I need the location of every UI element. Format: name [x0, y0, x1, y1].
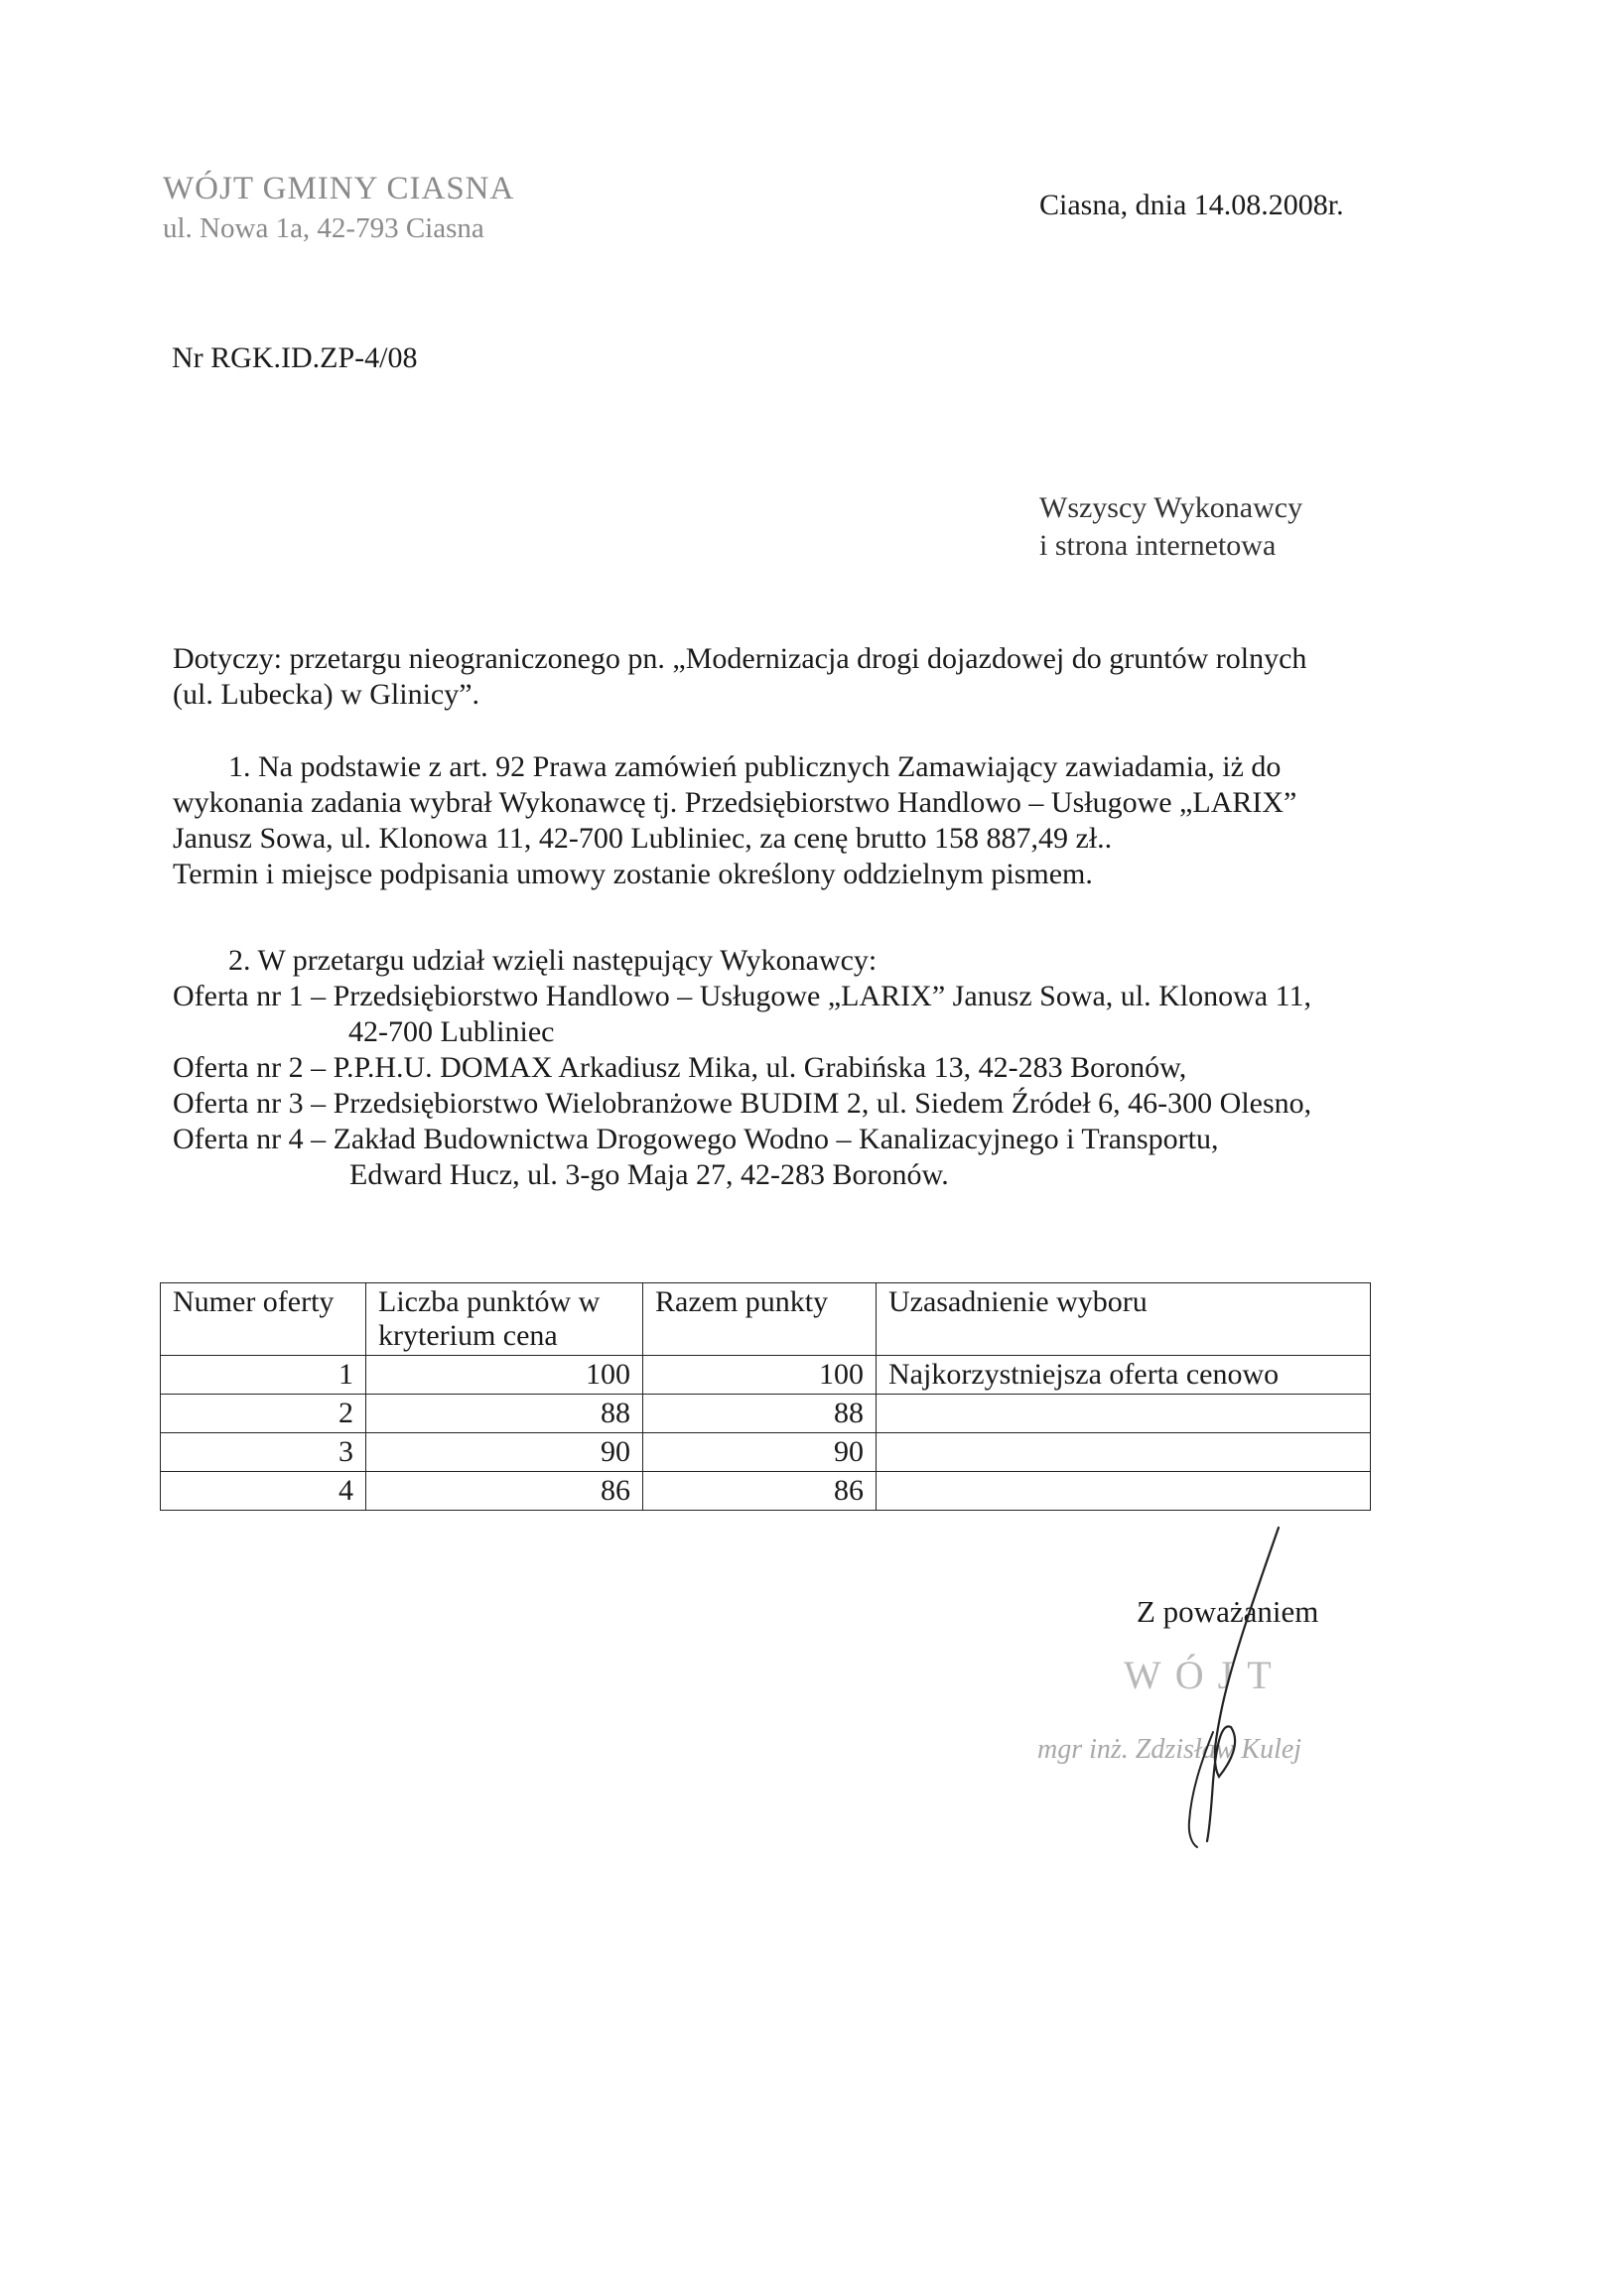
- total-points-cell: 86: [643, 1472, 877, 1511]
- justification-cell: [877, 1433, 1371, 1472]
- letterhead-title: WÓJT GMINY CIASNA: [163, 171, 515, 206]
- letter-date: Ciasna, dnia 14.08.2008r.: [1039, 189, 1344, 221]
- total-points-cell: 100: [643, 1356, 877, 1395]
- point-1-line: Termin i miejsce podpisania umowy zostanie określony oddzielnym pismem.: [173, 858, 1093, 890]
- offer-number-cell: 4: [161, 1472, 366, 1511]
- table-row: [161, 1356, 1371, 1395]
- offer-line: Oferta nr 1 – Przedsiębiorstwo Handlowo – Usługowe „LARIX” Janusz Sowa, ul. Klonowa 11,: [173, 980, 1312, 1012]
- signature-stamp-name: mgr inż. Zdzisław Kulej: [1037, 1734, 1302, 1765]
- point-1-line: Janusz Sowa, ul. Klonowa 11, 42-700 Lubliniec, za cenę brutto 158 887,49 zł..: [173, 822, 1113, 855]
- price-points-cell: 86: [366, 1472, 643, 1511]
- subject: [173, 641, 1306, 713]
- table-row: [161, 1433, 1371, 1472]
- point-1-line: wykonania zadania wybrał Wykonawcę tj. Przedsiębiorstwo Handlowo – Usługowe „LARIX”: [173, 786, 1297, 819]
- recipients: [1039, 489, 1302, 565]
- offer-line: Oferta nr 2 – P.P.H.U. DOMAX Arkadiusz Mika, ul. Grabińska 13, 42-283 Boronów,: [173, 1051, 1187, 1084]
- price-points-cell: 90: [366, 1433, 643, 1472]
- table-header-cell: Razem punkty: [643, 1283, 877, 1356]
- closing-phrase: Z poważaniem: [1137, 1594, 1319, 1629]
- signature-stroke: [1207, 1528, 1279, 1841]
- total-points-cell: 88: [643, 1395, 877, 1433]
- justification-cell: [877, 1395, 1371, 1433]
- signature-stamp-title: WÓJT: [1124, 1653, 1286, 1697]
- point-2: [173, 943, 1311, 1193]
- offer-line: 42-700 Lubliniec: [348, 1015, 555, 1048]
- point-1-line: 1. Na podstawie z art. 92 Prawa zamówień publicznych Zamawiający zawiadamia, iż do: [228, 750, 1282, 783]
- table-row: [161, 1472, 1371, 1511]
- offer-line: Oferta nr 4 – Zakład Budownictwa Drogowego Wodno – Kanalizacyjnego i Transportu,: [173, 1123, 1219, 1155]
- offer-line: Oferta nr 3 – Przedsiębiorstwo Wielobranżowe BUDIM 2, ul. Siedem Źródeł 6, 46-300 Olesno,: [173, 1087, 1312, 1120]
- subject-line: (ul. Lubecka) w Glinicy”.: [173, 678, 480, 711]
- table-header-cell: Liczba punktów w kryterium cena: [366, 1283, 643, 1356]
- recipient-line: i strona internetowa: [1039, 529, 1277, 562]
- offer-line: Edward Hucz, ul. 3-go Maja 27, 42-283 Boronów.: [349, 1158, 949, 1191]
- table-header-cell: Numer oferty: [161, 1283, 366, 1356]
- table-header-cell: Uzasadnienie wyboru: [877, 1283, 1371, 1356]
- subject-line: Dotyczy: przetargu nieograniczonego pn. „Modernizacja drogi dojazdowej do gruntów rolnych: [173, 642, 1307, 675]
- point-1: [173, 749, 1296, 892]
- recipient-line: Wszyscy Wykonawcy: [1039, 491, 1303, 524]
- point-2-intro: 2. W przetargu udział wzięli następujący Wykonawcy:: [228, 944, 878, 977]
- handwritten-signature: [1161, 1524, 1281, 1851]
- price-points-cell: 100: [366, 1356, 643, 1395]
- offer-number-cell: 3: [161, 1433, 366, 1472]
- price-points-cell: 88: [366, 1395, 643, 1433]
- justification-cell: Najkorzystniejsza oferta cenowo: [877, 1356, 1371, 1395]
- total-points-cell: 90: [643, 1433, 877, 1472]
- offer-number-cell: 2: [161, 1395, 366, 1433]
- table-row: [161, 1395, 1371, 1433]
- justification-cell: [877, 1472, 1371, 1511]
- reference-number: Nr RGK.ID.ZP-4/08: [172, 341, 418, 374]
- table-header-row: [161, 1283, 1371, 1356]
- results-table: [160, 1282, 1371, 1511]
- offer-number-cell: 1: [161, 1356, 366, 1395]
- letterhead-address: ul. Nowa 1a, 42-793 Ciasna: [163, 212, 484, 244]
